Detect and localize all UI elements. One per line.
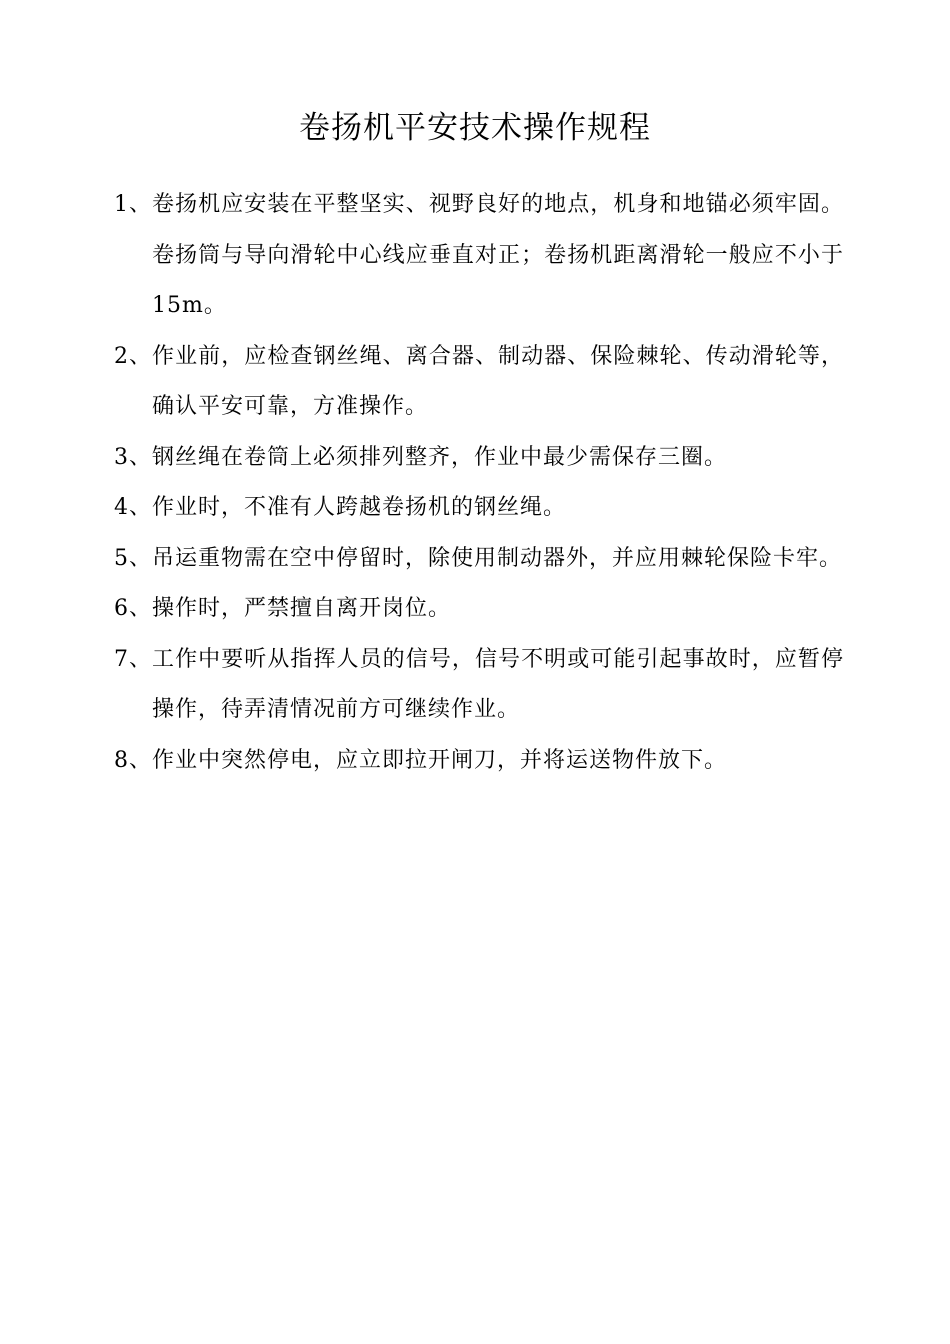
rule-text: 作业时，不准有人跨越卷扬机的钢丝绳。 [152, 495, 567, 520]
rule-text: 作业中突然停电，应立即拉开闸刀，并将运送物件放下。 [152, 747, 728, 773]
rule-item-2 [114, 332, 844, 433]
document-title: 卷扬机平安技术操作规程 [299, 110, 651, 146]
rule-text: 吊运重物需在空中停留时，除使用制动器外，并应用棘轮保险卡牢。 [152, 545, 843, 571]
rule-item-6 [114, 584, 844, 635]
rule-item-5 [114, 534, 844, 585]
rule-item-8 [114, 736, 844, 787]
rule-text: 卷扬机应安装在平整坚实、视野良好的地点，机身和地锚必须牢固。卷扬筒与导向滑轮中心线应垂直对正；卷扬机距离滑轮一般应不小于15m。 [152, 192, 844, 318]
rule-text: 钢丝绳在卷筒上必须排列整齐，作业中最少需保存三圈。 [152, 444, 728, 470]
rule-number: 7、 [114, 646, 152, 672]
rule-number: 3、 [114, 444, 152, 470]
rule-item-1 [114, 180, 844, 332]
rule-item-4 [114, 483, 844, 534]
rule-number: 1、 [114, 192, 152, 217]
rule-text: 作业前，应检查钢丝绳、离合器、制动器、保险棘轮、传动滑轮等，确认平安可靠，方准操作。 [152, 343, 844, 419]
rule-number: 6、 [114, 596, 152, 621]
rule-number: 4、 [114, 495, 152, 520]
rule-item-7 [114, 635, 844, 736]
rule-text: 工作中要听从指挥人员的信号，信号不明或可能引起事故时，应暂停操作，待弄清情况前方可继续作业。 [152, 646, 844, 722]
rule-number: 5、 [114, 545, 152, 571]
rules-list [114, 180, 844, 786]
rule-item-3 [114, 433, 844, 484]
rule-number: 2、 [114, 343, 152, 369]
rule-number: 8、 [114, 747, 152, 773]
rule-text: 操作时，严禁擅自离开岗位。 [152, 596, 452, 621]
